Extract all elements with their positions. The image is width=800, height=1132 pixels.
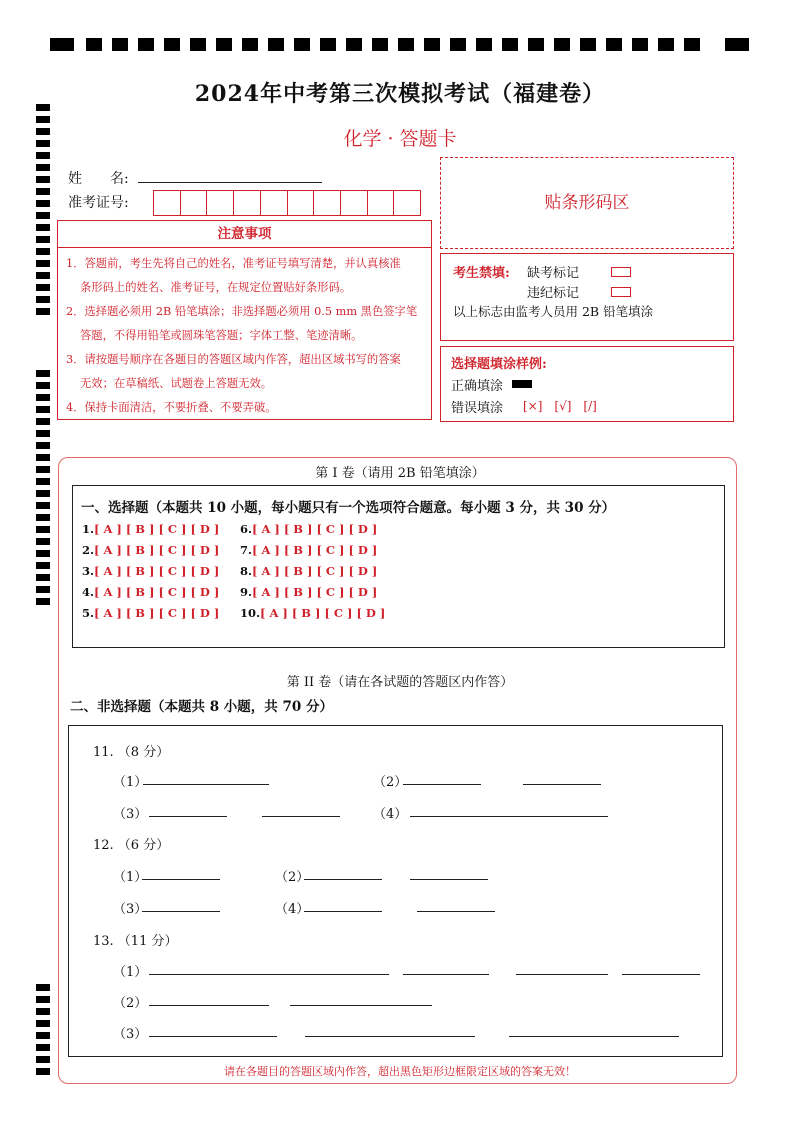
choice-row-5[interactable]: 5.[ A ] [ B ] [ C ] [ D ] [82,606,220,620]
q13-sub2-label: （2） [113,996,148,1011]
choice-row-4[interactable]: 4.[ A ] [ B ] [ C ] [ D ] [82,585,220,599]
barcode-label: 贴条形码区 [544,193,630,213]
q12-answer-line[interactable] [304,911,382,912]
q12-sub3-label: （3） [113,902,148,917]
q11-answer-line[interactable] [410,816,608,817]
violation-label: 违纪标记 [527,286,580,301]
wrong-fill-marks: [×] [√] [/] [523,399,597,413]
choice-row-3[interactable]: 3.[ A ] [ B ] [ C ] [ D ] [82,564,220,578]
choice-row-10[interactable]: 10.[ A ] [ B ] [ C ] [ D ] [240,606,386,620]
q12-answer-line[interactable] [417,911,495,912]
q13-answer-line[interactable] [305,1036,475,1037]
correct-fill-label: 正确填涂 [451,379,504,394]
q13-answer-line[interactable] [509,1036,679,1037]
choice-row-1[interactable]: 1.[ A ] [ B ] [ C ] [ D ] [82,522,220,536]
barcode-area [440,157,734,249]
q11-answer-line[interactable] [262,816,340,817]
notice-item: 2．选择题必须用 2B 铅笔填涂；非选择题必须用 0.5 mm 黑色签字笔 答题，不得用铅笔或圆珠笔答题；字体工整、笔迹清晰。 [66,305,418,342]
part1-title: 第 I 卷（请用 2B 铅笔填涂） [315,466,485,481]
q11-sub2-label: （2） [373,775,408,790]
q12-answer-line[interactable] [304,879,382,880]
sample-title: 选择题填涂样例: [451,357,547,372]
q13-sub1-label: （1） [113,965,148,980]
choice-heading: 一、选择题（本题共 10 小题，每小题只有一个选项符合题意。每小题 3 分，共 30 分） [81,500,616,516]
q13-answer-line[interactable] [149,1036,277,1037]
q12-sub1-label: （1） [113,870,148,885]
notice-item: 1．答题前，考生先将自己的姓名，准考证号填写清楚，并认真核准 条形码上的姓名、准考证号，在规定位置贴好条形码。 [66,257,401,294]
q12-answer-line[interactable] [142,879,220,880]
q12-answer-line[interactable] [410,879,488,880]
ban-note: 以上标志由监考人员用 2B 铅笔填涂 [453,304,654,319]
choice-row-8[interactable]: 8.[ A ] [ B ] [ C ] [ D ] [240,564,378,578]
question-13: 13. （11 分） [93,934,178,949]
choice-row-9[interactable]: 9.[ A ] [ B ] [ C ] [ D ] [240,585,378,599]
correct-fill-mark [512,380,532,388]
q13-answer-line[interactable] [149,974,389,975]
notice-item: 3．请按题号顺序在各题目的答题区域内作答，超出区域书写的答案 无效；在草稿纸、试题卷上答题无效。 [66,353,401,390]
q13-answer-line[interactable] [403,974,489,975]
q13-answer-line[interactable] [149,1005,269,1006]
notice-box [57,220,432,420]
id-number-boxes[interactable] [153,190,421,216]
name-label: 姓 名: [68,171,129,187]
notice-item: 4．保持卡面清洁，不要折叠、不要弄破。 [66,401,277,414]
fill-sample-box [440,346,734,422]
q13-answer-line[interactable] [290,1005,432,1006]
footer-warning: 请在各题目的答题区域内作答，超出黑色矩形边框限定区域的答案无效！ [224,1065,576,1078]
q12-sub2-label: （2） [275,870,310,885]
wrong-fill-label: 错误填涂 [451,401,504,416]
notice-title: 注意事项 [58,221,431,248]
choice-row-7[interactable]: 7.[ A ] [ B ] [ C ] [ D ] [240,543,378,557]
question-12: 12. （6 分） [93,838,170,853]
choice-row-6[interactable]: 6.[ A ] [ B ] [ C ] [ D ] [240,522,378,536]
q12-answer-line[interactable] [142,911,220,912]
restricted-label: 考生禁填: [453,266,510,281]
exam-title: 2024年中考第三次模拟考试（福建卷） [194,81,606,107]
examinee-restricted-box [440,253,734,341]
q11-sub4-label: （4） [373,807,408,822]
id-label: 准考证号: [68,195,129,211]
subject-title: 化学 · 答题卡 [343,128,457,150]
choice-row-2[interactable]: 2.[ A ] [ B ] [ C ] [ D ] [82,543,220,557]
q13-sub3-label: （3） [113,1027,148,1042]
absent-mark-box[interactable] [611,267,631,277]
part2-heading: 二、非选择题（本题共 8 小题，共 70 分） [70,699,333,715]
name-field[interactable] [138,182,322,183]
q12-sub4-label: （4） [275,902,310,917]
q13-answer-line[interactable] [516,974,608,975]
q11-answer-line[interactable] [523,784,601,785]
q11-answer-line[interactable] [403,784,481,785]
q13-answer-line[interactable] [622,974,700,975]
part2-title: 第 II 卷（请在各试题的答题区内作答） [286,675,514,690]
q11-sub3-label: （3） [113,807,148,822]
violation-mark-box[interactable] [611,287,631,297]
absent-label: 缺考标记 [527,266,580,281]
q11-answer-line[interactable] [149,816,227,817]
q11-sub1-label: （1） [113,775,148,790]
q11-answer-line[interactable] [143,784,269,785]
question-11: 11. （8 分） [93,745,170,760]
